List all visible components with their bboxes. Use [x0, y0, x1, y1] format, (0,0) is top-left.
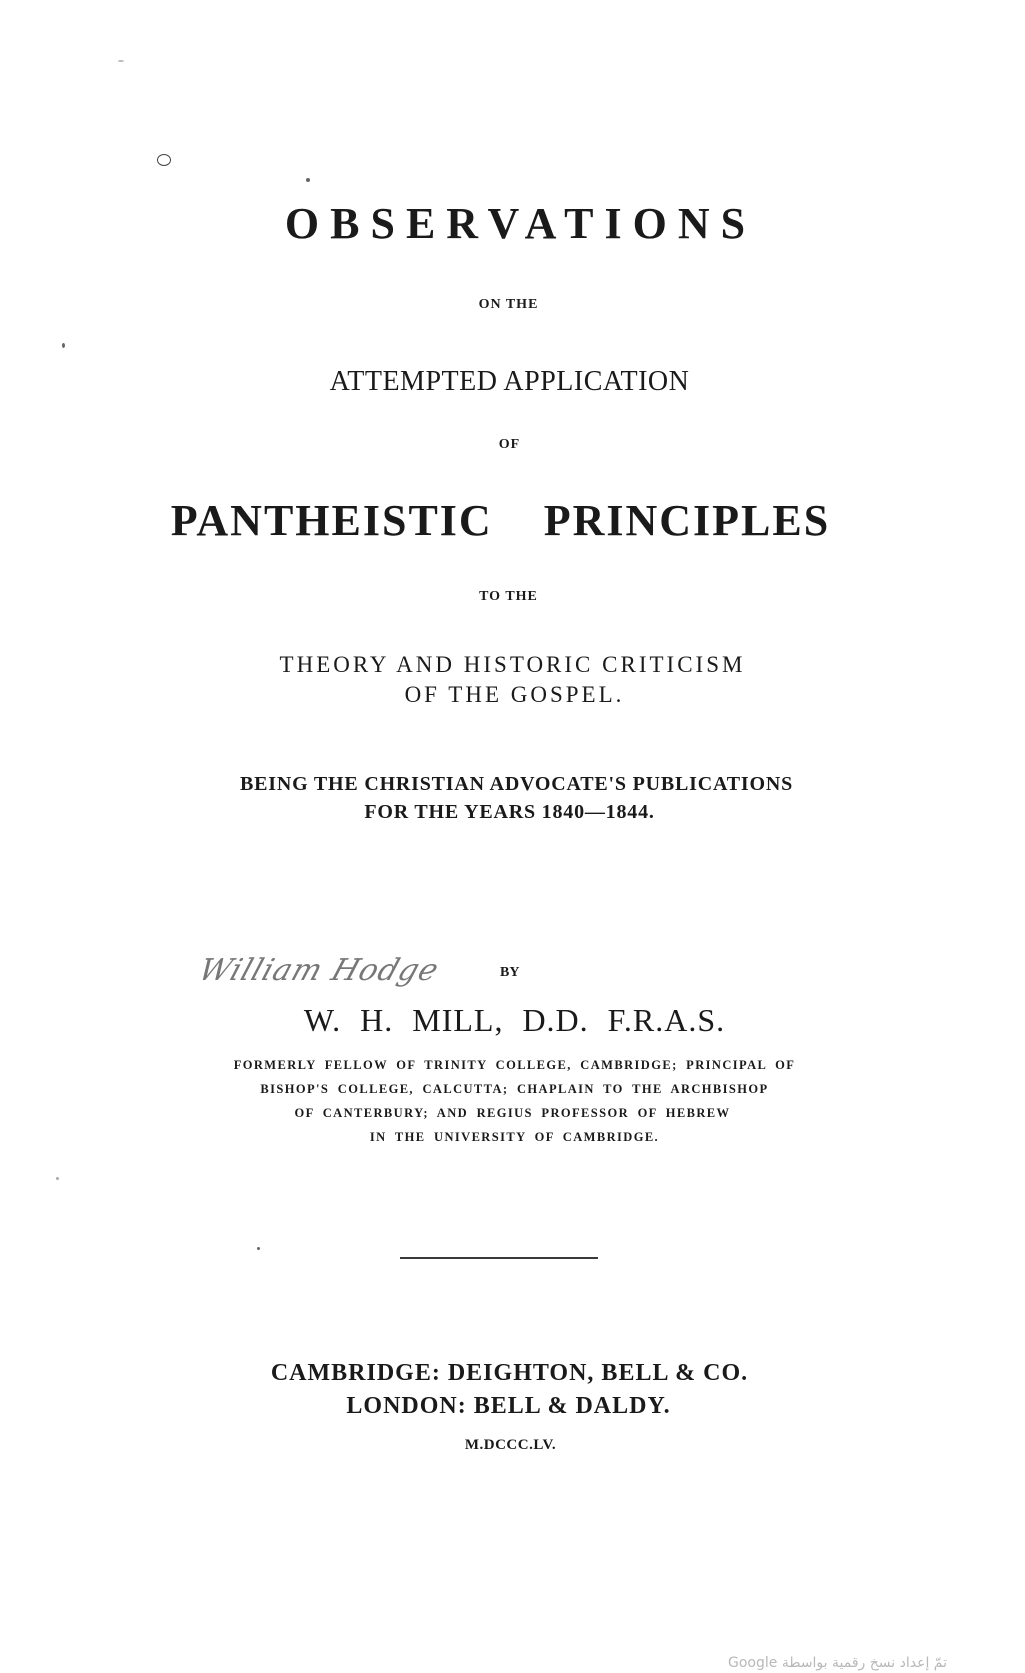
author-affiliation-line: FORMERLY FELLOW OF TRINITY COLLEGE, CAMBRIDGE; PRINCIPAL OF [233, 1058, 796, 1072]
author-affiliation-line: OF CANTERBURY; AND REGIUS PROFESSOR OF HEBREW [294, 1106, 731, 1120]
digitization-watermark: تمّ إعداد نسخ رقمية بواسطة Google [728, 1655, 947, 1671]
publication-date: M.DCCC.LV. [464, 1437, 557, 1453]
ink-speck [257, 1247, 260, 1250]
book-title: OBSERVATIONS [284, 199, 757, 248]
publisher-line-1: CAMBRIDGE: DEIGHTON, BELL & CO. [270, 1360, 749, 1386]
publication-note-line-2: FOR THE YEARS 1840—1844. [364, 801, 655, 823]
divider-rule [400, 1257, 598, 1259]
library-stamp-mark [157, 154, 171, 166]
ink-speck [62, 343, 65, 348]
ink-speck [306, 178, 310, 182]
publisher-line-2: LONDON: BELL & DALDY. [346, 1393, 671, 1419]
ink-speck [56, 1177, 59, 1180]
publication-note-line-1: BEING THE CHRISTIAN ADVOCATE'S PUBLICATIONS [239, 773, 793, 795]
author-affiliation-line: BISHOP'S COLLEGE, CALCUTTA; CHAPLAIN TO THE ARCHBISHOP [260, 1082, 769, 1096]
ink-speck [118, 60, 124, 62]
subject-line-2: OF THE GOSPEL. [404, 682, 625, 707]
author-name: W. H. MILL, D.D. F.R.A.S. [303, 1002, 726, 1038]
subtitle-attempted-application: ATTEMPTED APPLICATION [329, 366, 690, 397]
subtitle-pantheistic-principles: PANTHEISTIC PRINCIPLES [170, 496, 831, 545]
subject-line-1: THEORY AND HISTORIC CRITICISM [279, 652, 746, 677]
connector-on-the: ON THE [478, 297, 539, 312]
connector-to-the: TO THE [479, 589, 538, 604]
connector-of: OF [498, 437, 521, 452]
author-affiliation-line: IN THE UNIVERSITY OF CAMBRIDGE. [369, 1130, 660, 1144]
by-label: BY [500, 965, 520, 980]
handwritten-signature: William Hodge [194, 953, 444, 988]
